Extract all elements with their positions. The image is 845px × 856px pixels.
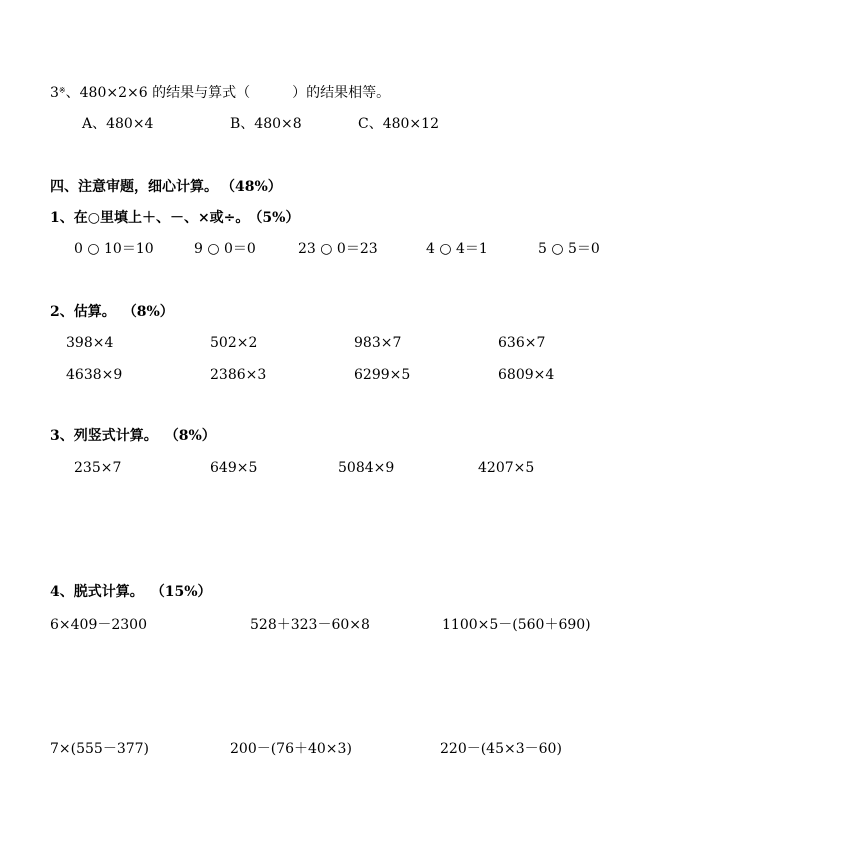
part-1-heading (50, 209, 299, 227)
part-2-heading (50, 303, 174, 321)
part-1-title: 1、在○里填上＋、－、×或÷。 (50, 210, 250, 226)
section-4-title: 四、注意审题，细心计算。 (50, 179, 218, 195)
part-3-heading (50, 427, 216, 445)
part-2-points: （8%） (129, 304, 174, 320)
question-3-option-b: B、480×8 (230, 116, 302, 132)
part-2-item: 2386×3 (210, 367, 267, 383)
part-2-item: 636×7 (498, 335, 546, 351)
part-3-title: 3、列竖式计算。 (50, 428, 158, 444)
part-3-item: 5084×9 (338, 460, 395, 476)
part-1-item: 5 ○ 5＝0 (538, 241, 600, 257)
part-4-item: 220－(45×3－60) (440, 741, 562, 757)
part-2-item: 4638×9 (66, 367, 123, 383)
part-2-item: 502×2 (210, 335, 258, 351)
part-3-item: 235×7 (74, 460, 122, 476)
part-4-item: 200－(76＋40×3) (230, 741, 352, 757)
part-4-heading (50, 583, 212, 601)
section-4-heading (50, 178, 282, 196)
part-2-title: 2、估算。 (50, 304, 116, 320)
part-3-item: 4207×5 (478, 460, 535, 476)
part-4-item: 7×(555－377) (50, 741, 150, 757)
question-3-option-c: C、480×12 (358, 116, 439, 132)
question-3-text: 、480×2×6 的结果与算式（ ）的结果相等。 (65, 85, 391, 101)
part-4-item: 6×409－2300 (50, 617, 147, 633)
part-2-item: 6809×4 (498, 367, 555, 383)
part-4-title: 4、脱式计算。 (50, 584, 144, 600)
part-3-points: （8%） (171, 428, 216, 444)
part-4-points: （15%） (157, 584, 212, 600)
part-1-item: 23 ○ 0＝23 (298, 241, 378, 257)
part-4-item: 1100×5－(560＋690) (442, 617, 591, 633)
part-1-item: 0 ○ 10＝10 (74, 241, 154, 257)
question-3-number: 3 (50, 85, 59, 101)
part-2-item: 6299×5 (354, 367, 411, 383)
part-1-item: 9 ○ 0＝0 (194, 241, 256, 257)
part-1-points: （5%） (255, 210, 300, 226)
question-3 (50, 84, 390, 102)
section-4-points: （48%） (228, 179, 282, 195)
question-3-mark: ※ (58, 86, 66, 95)
part-3-item: 649×5 (210, 460, 258, 476)
question-3-option-a: A、480×4 (82, 116, 154, 132)
part-4-item: 528＋323－60×8 (250, 617, 370, 633)
part-1-item: 4 ○ 4＝1 (426, 241, 488, 257)
part-2-item: 398×4 (66, 335, 114, 351)
part-2-item: 983×7 (354, 335, 402, 351)
